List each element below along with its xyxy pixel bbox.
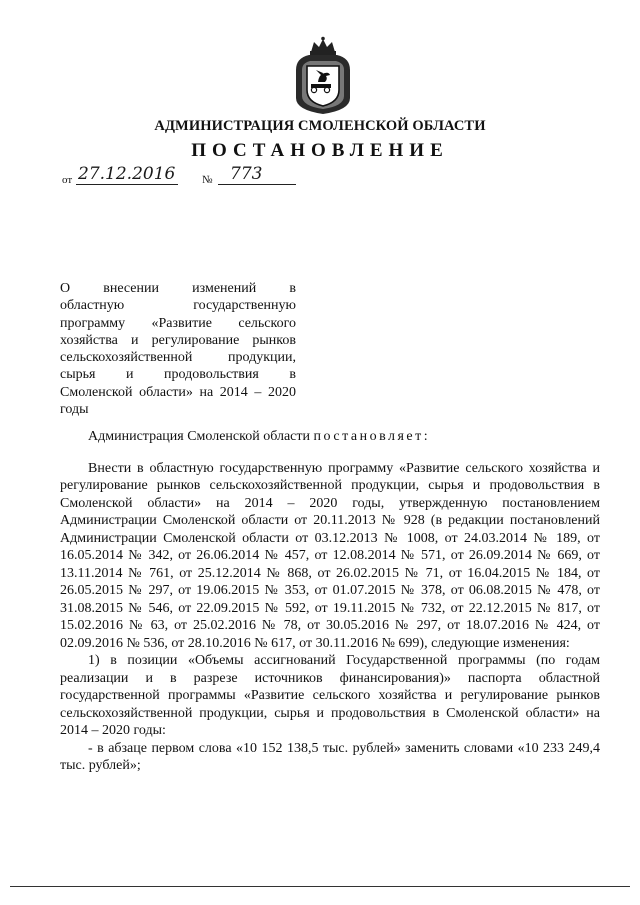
paragraph-item-1: 1) в позиции «Объемы ассигнований Государственной программы (по годам реализации и в разрезе источников финансирования)» паспорта областной государственной программы «Развитие сельского хозяйства и регулирование рынков сельскохозяйственной продукции, сырья и продовольствия в Смоленской области» на 2014 – 2020 годы:: [60, 653, 600, 738]
number-label: №: [202, 174, 213, 186]
preamble: [60, 428, 600, 446]
document-body: [60, 428, 600, 775]
paragraph-main: Внести в областную государственную программу «Развитие сельского хозяйства и регулирование рынков сельскохозяйственной продукции, сырья и продовольствия в Смоленской области» на 2014 – 2020 годы, утвержденную постановлением Администрации Смоленской области от 20.11.2013 № 928 (в редакции постановлений Администрации Смоленской области от 03.12.2013 № 1008, от 24.03.2014 № 189, от 16.05.2014 № 342, от 26.06.2014 № 457, от 12.08.2014 № 571, от 26.09.2014 № 669, от 13.11.2014 № 761, от 25.12.2014 № 868, от 26.02.2015 № 71, от 16.04.2015 № 184, от 26.05.2015 № 297, от 19.06.2015 № 353, от 01.07.2015 № 378, от 06.08.2015 № 478, от 31.08.2015 № 546, от 22.09.2015 № 592, от 19.11.2015 № 732, от 22.12.2015 № 817, от 15.02.2016 № 63, от 25.02.2016 № 78, от 30.05.2016 № 297, от 18.07.2016 № 424, от 02.09.2016 № 536, от 28.10.2016 № 617, от 30.11.2016 № 699), следующие изменения:: [60, 460, 600, 651]
subject-line: сельскохозяйственной продукции,: [60, 350, 296, 366]
subject-line: хозяйства и регулирование рынков: [60, 332, 296, 348]
handwritten-date: 27.12.2016: [78, 164, 176, 184]
subject-line: программу «Развитие сельского: [60, 315, 296, 331]
date-underline: [76, 184, 178, 185]
coat-of-arms-emblem: [292, 36, 354, 116]
paragraph-subitem: - в абзаце первом слова «10 152 138,5 тыс. рублей» заменить словами «10 233 249,4 тыс. рублей»;: [60, 740, 600, 773]
organization-title: АДМИНИСТРАЦИЯ СМОЛЕНСКОЙ ОБЛАСТИ: [154, 118, 486, 134]
subject-line: областную государственную: [60, 298, 296, 314]
subject-line: О внесении изменений в: [60, 281, 296, 296]
document-type-title: ПОСТАНОВЛЕНИЕ: [191, 140, 449, 161]
preamble-text: Администрация Смоленской области: [88, 429, 314, 444]
handwritten-number: 773: [230, 164, 263, 184]
document-subject: [60, 280, 296, 418]
number-underline: [218, 184, 296, 185]
page-bottom-rule: [10, 886, 630, 887]
subject-line: Смоленской области» на 2014 – 2020: [60, 384, 296, 400]
preamble-verb: постановляет:: [313, 429, 431, 444]
subject-line: сырья и продовольствия в: [60, 367, 296, 383]
subject-line: годы: [60, 402, 89, 418]
date-label: от: [62, 174, 73, 186]
date-number-line: [62, 164, 322, 188]
